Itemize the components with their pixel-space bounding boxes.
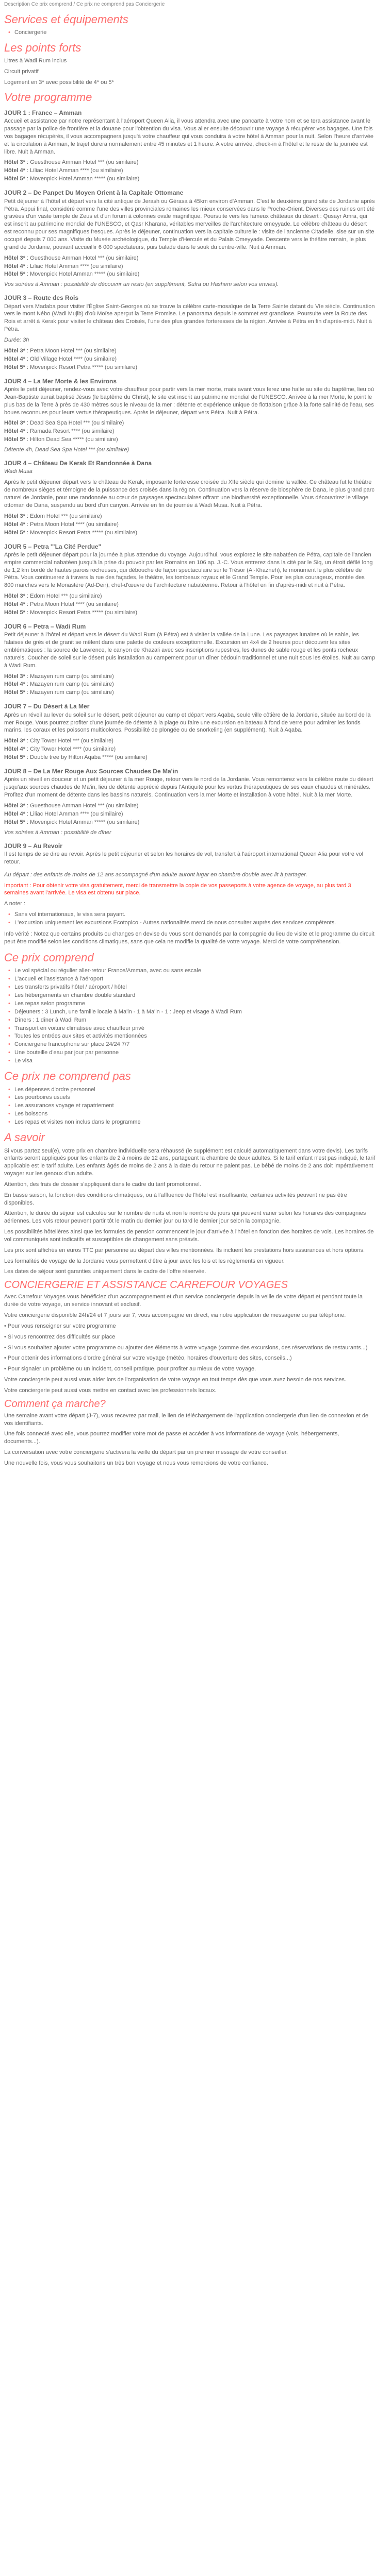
- hotel-line: Hôtel 4* : Ramada Resort **** (ou similaire): [4, 428, 115, 435]
- hotel-name: Movenpick Hotel Amman ***** (ou similaire): [30, 271, 140, 278]
- non-inclus-item: • Les boissons: [14, 1110, 376, 1118]
- hotel-line: Hôtel 5* : Movenpick Resort Petra ***** (ou similaire): [4, 364, 137, 370]
- hotel-name: Liliac Hotel Amman **** (ou similaire): [30, 810, 123, 817]
- note-arrive: Au départ : des enfants de moins de 12 ans accompagné d'un adulte auront lugar en chambre double avec lit à partager.: [4, 871, 307, 878]
- hotel-name: Dead Sea Spa Hotel *** (ou similaire): [30, 420, 124, 427]
- savoir-paragraph: Les prix sont affichés en euros TTC par personne au départ des villes mentionnées. Ils incluent les prestations hors assurances et hors options.: [4, 1247, 365, 1253]
- savoir-paragraph: Les possibilités hôtelières ainsi que les formules de pension commencent le jour d'arrivée à l'hôtel en fonction des horaires de vols. Les horaires de vol communiqués sont indicatifs et susceptibles de changement sans préavis.: [4, 1229, 374, 1243]
- inclus-item: • Conciergerie francophone sur place 24/24 7/7: [14, 1041, 376, 1049]
- inclus-item: • Les repas selon programme: [14, 1000, 376, 1008]
- page: [4, 0, 376, 1467]
- note-item: • Sans vol internationaux, le visa sera payant.: [14, 911, 376, 919]
- hotel-category: Hôtel 4*: [4, 601, 25, 608]
- hotel-name: Double tree by Hilton Aqaba ***** (ou similaire): [30, 754, 148, 761]
- hotel-name: Guesthouse Amman Hotel *** (ou similaire): [30, 159, 139, 166]
- hotel-name: Movenpick Hotel Amman ***** (ou similaire): [30, 819, 140, 825]
- concierge-title: CONCIERGERIE ET ASSISTANCE CARREFOUR VOYAGES: [4, 1279, 288, 1291]
- hotel-line: Hôtel 4* : Liliac Hotel Amman **** (ou similaire): [4, 167, 123, 174]
- day-title: JOUR 9 – Au Revoir: [4, 842, 62, 850]
- hotel-name: Movenpick Resort Petra ***** (ou similaire): [30, 364, 137, 370]
- programme-title: Votre programme: [4, 90, 92, 104]
- day-text: Départ vers Madaba pour visiter l'Église Saint-Georges où se trouve la célèbre carte-mosaïque de la Terre Sainte datant du VIe siècle. Continuation vers le mont Nébo (Wadi Mujib) d'où Moïse aperçut la Terre Promise. Le panorama depuis le sommet est grandiose. Poursuite vers la Route des Rois et arrêt à Kerak pour visiter le château des Croisés, l'une des plus grandes forteresses de la région. Arrivée à Pétra en fin d'après-midi. Nuit à Pétra.: [4, 303, 375, 333]
- day-text: Après le petit déjeuner, rendez-vous avec votre chauffeur pour partir vers la mer morte, mais avant vous ferez une halte au site du baptême, lieu où Jean-Baptiste aurait baptisé Jésus (le baptême du Christ), le site est inscrit au patrimoine mondial de l'UNESCO. Arrivée à la mer Morte, le point le plus bas de la Terre à près de 430 mètres sous le niveau de la mer : détente et expérience unique de flottaison grâce à la forte salinité de l'eau, ses boues reconnues pour leurs vertus thérapeutiques. Après le déjeuner, départ vers Pétra. Nuit à Pétra.: [4, 386, 374, 416]
- day-block: [4, 622, 376, 697]
- day-block: [4, 842, 376, 866]
- hotel-line: Hôtel 5* : Movenpick Resort Petra ***** (ou similaire): [4, 609, 137, 616]
- day-title: JOUR 5 – Petra '"La Cité Perdue": [4, 543, 102, 550]
- hotel-category: Hôtel 5*: [4, 609, 25, 616]
- hotel-line: Hôtel 5* : Mazayen rum camp (ou similaire): [4, 689, 114, 696]
- hotel-name: Movenpick Resort Petra ***** (ou similaire): [30, 529, 137, 536]
- day-block: [4, 294, 376, 371]
- day-title: JOUR 6 – Petra – Wadi Rum: [4, 622, 86, 630]
- comment-block: [4, 1412, 376, 1467]
- hotel-line: Hôtel 3* : City Tower Hotel *** (ou similaire): [4, 738, 113, 744]
- programme-days: [4, 109, 376, 866]
- hotel-category: Hôtel 3*: [4, 513, 25, 519]
- day-text: Il est temps de se dire au revoir. Après le petit déjeuner et selon les horaires de vol, transfert à l'aéroport international Queen Alia pour votre vol retour.: [4, 851, 364, 865]
- hotel-line: Hôtel 5* : Movenpick Hotel Amman ***** (ou similaire): [4, 819, 140, 825]
- non-inclus-list: [4, 1086, 376, 1127]
- concierge-paragraph: • Pour vous renseigner sur votre programme: [4, 1323, 116, 1329]
- hotel-line: Hôtel 3* : Edom Hotel *** (ou similaire): [4, 593, 102, 600]
- hotel-category: Hôtel 3*: [4, 255, 25, 261]
- notes-list: [4, 911, 376, 927]
- note-autre: A noter :: [4, 901, 25, 907]
- concierge-paragraph: • Pour signaler un problème ou un incident, conseil pratique, pour profiter au mieux de votre voyage.: [4, 1366, 256, 1372]
- hotel-category: Hôtel 4*: [4, 521, 25, 528]
- non-inclus-item: • Les dépenses d'ordre personnel: [14, 1086, 376, 1094]
- inclus-title: Ce prix comprend: [4, 951, 94, 964]
- inclus-item: • Une bouteille d'eau par jour par personne: [14, 1049, 376, 1057]
- hotel-category: Hôtel 3*: [4, 347, 25, 354]
- hotel-name: Liliac Hotel Amman **** (ou similaire): [30, 263, 123, 269]
- day-block: [4, 767, 376, 837]
- inclus-item: • L'accueil et l'assistance à l'aéroport: [14, 975, 376, 984]
- savoir-paragraph: Attention, le durée du séjour est calculée sur le nombre de nuits et non le nombre de jours qui peuvent varier selon les horaires des compagnies aériennes. Les vols retour peuvent partir tôt le matin du dernier jour ou tard le dernier jour selon la compagnie.: [4, 1210, 366, 1225]
- day-text: Après un réveil au lever du soleil sur le désert, petit déjeuner au camp et départ vers Aqaba, seule ville côtière de la Jordanie, située au bord de la mer Rouge. Vous pourrez profiter d'une journée de détente à la plage ou faire une excursion en bateau à fond de verre pour admirer les fonds marins, les coraux et les poissons multicolores. Possibilité de plongée ou de snorkeling (en supplément). Nuit à Aqaba.: [4, 711, 371, 734]
- hotel-line: Hôtel 4* : City Tower Hotel **** (ou similaire): [4, 746, 116, 753]
- hotel-name: Petra Moon Hotel *** (ou similaire): [30, 347, 117, 354]
- comment-paragraph: Une semaine avant votre départ (J-7), vous recevrez par mail, le lien de téléchargement de l'application conciergerie d'un lien de connexion et de vos identifiants.: [4, 1412, 369, 1427]
- hotel-line: Hôtel 3* : Guesthouse Amman Hotel *** (ou similaire): [4, 803, 139, 809]
- hotel-name: Petra Moon Hotel **** (ou similaire): [30, 521, 119, 528]
- hotel-name: Movenpick Resort Petra ***** (ou similaire): [30, 609, 137, 616]
- hotel-name: Ramada Resort **** (ou similaire): [30, 428, 115, 435]
- inclus-item: • Le vol spécial ou régulier aller-retour France/Amman, avec ou sans escale: [14, 967, 376, 975]
- hotel-category: Hôtel 4*: [4, 263, 25, 269]
- hotel-category: Hôtel 3*: [4, 673, 25, 680]
- hotel-category: Hôtel 3*: [4, 420, 25, 427]
- forts-line: Logement en 3* avec possibilité de 4* ou 5*: [4, 79, 114, 86]
- day-text: Petit déjeuner à l'hôtel et départ vers la cité antique de Jerash ou Gérasa à 45km environ d'Amman. C'est le deuxième grand site de Jordanie après Pétra. Appui final, considéré comme l'une des villes provinciales romaines les mieux conservées dans le Proche-Orient. Diverses des ruines ont été gravées d'un vaste temple de Zeus et d'un forum à colonnes ovale magnifique. Poursuite vers les fameux châteaux du désert : Qusayr Amra, qui est inscrit au patrimoine mondial de l'UNESCO, et Qasr Kharana, véritables merveilles de l'architecture omeyyade. Le célèbre château du désert est reconnu pour ses magnifiques fresques. Après le déjeuner, continuation vers la capitale culturelle : visite de l'ancienne Citadelle, sise sur un site occupé depuis 7 000 ans. Visite du Musée archéologique, du Temple d'Hercule et du Palais Omeyyade. Descente vers le théâtre romain, le plus grand de Jordanie, pouvant accueillir 6 000 spectateurs, puis balade dans le souk du centre-ville. Nuit à Amman.: [4, 198, 375, 250]
- day-note: Détente 4h, Dead Sea Spa Hotel *** (ou similaire): [4, 447, 129, 453]
- day-title: JOUR 3 – Route des Rois: [4, 294, 79, 302]
- concierge-paragraph: Avec Carrefour Voyages vous bénéficiez d'un accompagnement et d'un service conciergerie depuis la veille de votre départ et pendant toute la durée de votre voyage, un service innovant et exclusif.: [4, 1294, 363, 1308]
- day-note: Vos soirées à Amman : possibilité de découvrir un resto (en supplément, Sufra ou Hashem selon vos envies).: [4, 281, 279, 288]
- non-inclus-item: • Les repas et visites non inclus dans le programme: [14, 1118, 376, 1127]
- day-duration: Durée: 3h: [4, 337, 29, 343]
- day-title: JOUR 8 – De La Mer Rouge Aux Sources Chaudes De Ma'in: [4, 768, 178, 775]
- savoir-block: [4, 1147, 376, 1276]
- forts-title: Les points forts: [4, 41, 82, 54]
- inclus-item: • Déjeuners : 3 Lunch, une famille locale à Ma'in - 1 à Ma'in - 1 : Jeep et visage à Wadi Rum: [14, 1008, 376, 1016]
- hotel-line: Hôtel 4* : Petra Moon Hotel **** (ou similaire): [4, 601, 119, 608]
- hotel-category: Hôtel 5*: [4, 176, 25, 182]
- non-inclus-title: Ce prix ne comprend pas: [4, 1070, 131, 1083]
- hotel-name: Edom Hotel *** (ou similaire): [30, 513, 102, 519]
- day-block: [4, 543, 376, 617]
- day-block: [4, 189, 376, 289]
- hotel-line: Hôtel 3* : Guesthouse Amman Hotel *** (ou similaire): [4, 159, 139, 166]
- hotel-name: Edom Hotel *** (ou similaire): [30, 593, 102, 600]
- savoir-paragraph: Attention, des frais de dossier s'appliquent dans le cadre du tarif promotionnel.: [4, 1181, 201, 1188]
- hotel-line: Hôtel 4* : Old Village Hotel **** (ou similaire): [4, 355, 117, 362]
- hotel-line: Hôtel 4* : Petra Moon Hotel **** (ou similaire): [4, 521, 119, 528]
- day-text: Après le petit déjeuner départ pour la journée à plus attendue du voyage. Aujourd'hui, vous explorez le site nabatéen de Pétra, capitale de l'ancien empire commercial nabatéen jusqu'à la prise du pouvoir par les Romains en 106 ap. J.-C. Vous entrerez dans la cité par le Siq, un étroit défilé long de 1,2 km bordé de hautes parois rocheuses, qui débouche de façon spectaculaire sur le Trésor (Al-Khazneh), le monument le plus célèbre de Pétra. Vous continuerez à travers la rue des façades, le théâtre, les tombeaux royaux et le Grand Temple. Pour les plus courageux, montée des 800 marches vers le Monastère (Ad-Deir), chef-d'œuvre de l'architecture nabatéenne. Retour à l'hôtel en fin d'après-midi et nuit à Pétra.: [4, 551, 373, 589]
- page-meta: Description Ce prix comprend / Ce prix ne comprend pas Conciergerie: [4, 2, 165, 7]
- forts-line: Circuit privatif: [4, 68, 39, 75]
- hotel-category: Hôtel 3*: [4, 593, 25, 600]
- hotel-line: Hôtel 5* : Movenpick Hotel Amman ***** (ou similaire): [4, 271, 140, 278]
- note-item: • L'excursion uniquement les excursions Ecotopico - Autres nationalités merci de nous consulter auprès des services compétents.: [14, 919, 376, 927]
- hotel-line: Hôtel 3* : Dead Sea Spa Hotel *** (ou similaire): [4, 420, 124, 427]
- non-inclus-item: • Les pourboires usuels: [14, 1094, 376, 1102]
- hotel-line: Hôtel 3* : Edom Hotel *** (ou similaire): [4, 513, 102, 519]
- day-title: JOUR 7 – Du Désert à La Mer: [4, 703, 90, 710]
- comment-title: Comment ça marche?: [4, 1398, 106, 1410]
- hotel-category: Hôtel 3*: [4, 738, 25, 744]
- concierge-paragraph: • Pour obtenir des informations d'ordre général sur votre voyage (météo, horaires d'ouverture des sites, conseils...): [4, 1355, 292, 1362]
- hotel-line: Hôtel 4* : Mazayen rum camp (ou similaire): [4, 681, 114, 688]
- hotel-category: Hôtel 5*: [4, 689, 25, 696]
- day-block: [4, 702, 376, 762]
- inclus-list: [4, 967, 376, 1065]
- hotel-name: Liliac Hotel Amman **** (ou similaire): [30, 167, 123, 174]
- day-block: [4, 459, 376, 537]
- hotel-name: Mazayen rum camp (ou similaire): [30, 681, 114, 688]
- hotel-category: Hôtel 4*: [4, 167, 25, 174]
- hotel-name: Movenpick Hotel Amman ***** (ou similaire): [30, 176, 140, 182]
- non-inclus-item: • Les assurances voyage et rapatriement: [14, 1102, 376, 1110]
- hotel-line: Hôtel 3* : Guesthouse Amman Hotel *** (ou similaire): [4, 255, 139, 261]
- comment-paragraph: La conversation avec votre conciergerie s'activera la veille du départ par un premier message de votre conseiller.: [4, 1449, 288, 1456]
- hotel-name: City Tower Hotel *** (ou similaire): [30, 738, 113, 744]
- day-title: JOUR 1 : France – Amman: [4, 109, 82, 116]
- inclus-item: • Dîners : 1 dîner à Wadi Rum: [14, 1016, 376, 1025]
- hotel-category: Hôtel 5*: [4, 754, 25, 761]
- inclus-item: • Le visa: [14, 1057, 376, 1065]
- concierge-paragraph: • Si vous rencontrez des difficultés sur place: [4, 1333, 116, 1340]
- inclus-item: • Toutes les entrées aux sites et activités mentionnées: [14, 1032, 376, 1041]
- service-item: • Conciergerie: [14, 29, 376, 37]
- hotel-name: Hilton Dead Sea ***** (ou similaire): [30, 436, 118, 443]
- day-title: JOUR 4 – Château De Kerak Et Randonnée à Dana: [4, 460, 152, 467]
- hotel-name: Petra Moon Hotel **** (ou similaire): [30, 601, 119, 608]
- hotel-line: Hôtel 4* : Liliac Hotel Amman **** (ou similaire): [4, 810, 123, 817]
- services-title: Services et équipements: [4, 12, 128, 26]
- hotel-category: Hôtel 3*: [4, 159, 25, 166]
- hotel-category: Hôtel 5*: [4, 819, 25, 825]
- day-note: Vos soirées à Amman : possibilité de dîner: [4, 829, 111, 836]
- forts-line: Litres à Wadi Rum inclus: [4, 58, 67, 64]
- hotel-name: Mazayen rum camp (ou similaire): [30, 673, 114, 680]
- inclus-item: • Les transferts privatifs hôtel / aéroport / hôtel: [14, 984, 376, 992]
- concierge-paragraph: Votre conciergerie peut aussi vous aider lors de l'organisation de votre voyage en tout temps dès que vous avez besoin de nos services.: [4, 1377, 347, 1383]
- day-title: JOUR 4 – La Mer Morte & les Environs: [4, 377, 117, 385]
- hotel-category: Hôtel 4*: [4, 746, 25, 753]
- savoir-paragraph: Si vous partez seul(e), votre prix en chambre individuelle sera réhaussé (le supplément est calculé automatiquement dans votre devis). Les tarifs enfants seront appliqués pour les enfants de 2 à moins de 12 ans, partageant la chambre de deux adultes. Si le tarif enfant n'est pas indiqué, le tarif applicable est le tarif adulte. Les enfants âgés de moins de 2 ans à la date du retour ne paient pas. Le bébé de moins de 2 ans doit impérativement voyager sur les genoux d'un adulte.: [4, 1147, 376, 1177]
- hotel-name: Old Village Hotel **** (ou similaire): [30, 355, 117, 362]
- hotel-name: Mazayen rum camp (ou similaire): [30, 689, 114, 696]
- hotel-line: Hôtel 3* : Petra Moon Hotel *** (ou similaire): [4, 347, 117, 354]
- concierge-paragraph: Votre conciergerie peut aussi vous mettre en contact avec les professionnels locaux.: [4, 1387, 217, 1394]
- day-block: [4, 109, 376, 183]
- note-important: Important : Pour obtenir votre visa gratuitement, merci de transmettre la copie de vos passeports à votre agence de voyage, au plus tard 3 semaines avant l'arrivée. Le visa est obtenu sur place.: [4, 882, 351, 896]
- hotel-line: Hôtel 5* : Hilton Dead Sea ***** (ou similaire): [4, 436, 118, 443]
- hotel-category: Hôtel 4*: [4, 428, 25, 435]
- concierge-block: [4, 1293, 376, 1394]
- inclus-item: • Les hébergements en chambre double standard: [14, 992, 376, 1000]
- hotel-category: Hôtel 5*: [4, 529, 25, 536]
- savoir-title: A savoir: [4, 1131, 45, 1144]
- hotel-category: Hôtel 5*: [4, 271, 25, 278]
- day-text: Après le petit déjeuner départ vers le château de Kerak, imposante forteresse croisée du XIIe siècle qui domine la vallée. Ce château fut le théâtre de nombreux sièges et témoigne de la puissance des croisés dans la région. Continuation vers la réserve de biosphère de Dana, le plus grand parc naturel de Jordanie, pour une randonnée au cœur de paysages spectaculaires offrant une biodiversité exceptionnelle. Vous découvrirez le village ottoman de Dana, suspendu au bord d'un canyon. Arrivée en fin de journée à Wadi Musa. Nuit à Pétra.: [4, 479, 374, 509]
- concierge-paragraph: Votre conciergerie disponible 24h/24 et 7 jours sur 7, vous accompagne en direct, via notre application de messagerie ou par téléphone.: [4, 1312, 346, 1318]
- hotel-line: Hôtel 4* : Liliac Hotel Amman **** (ou similaire): [4, 263, 123, 269]
- hotel-line: Hôtel 5* : Movenpick Hotel Amman ***** (ou similaire): [4, 176, 140, 182]
- concierge-paragraph: • Si vous souhaitez ajouter votre programme ou ajouter des éléments à votre voyage (comme des excursions, des réservations de restaurants...): [4, 1344, 368, 1351]
- comment-paragraph: Une fois connecté avec elle, vous pourrez modifier votre mot de passe et accéder à vos informations de voyage (vols, hébergements, documents...).: [4, 1431, 339, 1445]
- hotel-name: Guesthouse Amman Hotel *** (ou similaire): [30, 255, 139, 261]
- hotel-line: Hôtel 5* : Movenpick Resort Petra ***** (ou similaire): [4, 529, 137, 536]
- hotel-category: Hôtel 4*: [4, 681, 25, 688]
- hotel-category: Hôtel 5*: [4, 436, 25, 443]
- day-title: JOUR 2 – De Panpet Du Moyen Orient à la Capitale Ottomane: [4, 189, 184, 197]
- hotel-category: Hôtel 5*: [4, 364, 25, 370]
- day-text: Petit déjeuner à l'hôtel et départ vers le désert du Wadi Rum (à Pétra) est à visiter la vallée de la Lune. Les paysages lunaires où le sable, les falaises de grès et de granit se mêlent dans une palette de couleurs exceptionnelle. Excursion en 4x4 de 2 heures pour découvrir les sites emblématiques : la source de Lawrence, le canyon de Khazali avec ses inscriptions rupestres, les dunes de sable rouge et les ponts rocheux naturels. Coucher de soleil sur le désert puis installation au campement pour un dîner bédouin traditionnel et une nuit sous les étoiles. Nuit au camp à Wadi Rum.: [4, 632, 376, 669]
- hotel-name: Guesthouse Amman Hotel *** (ou similaire): [30, 803, 139, 809]
- day-block: [4, 377, 376, 454]
- hotel-line: Hôtel 3* : Mazayen rum camp (ou similaire): [4, 673, 114, 680]
- services-list: [4, 29, 376, 37]
- inclus-item: • Transport en voiture climatisée avec chauffeur privé: [14, 1025, 376, 1033]
- hotel-name: City Tower Hotel **** (ou similaire): [30, 746, 116, 753]
- hotel-category: Hôtel 3*: [4, 803, 25, 809]
- savoir-paragraph: En basse saison, la fonction des conditions climatiques, ou à l'affluence de l'hôtel est insuffisante, certaines activités peuvent ne pas être disponibles.: [4, 1192, 347, 1206]
- savoir-paragraph: Les formalités de voyage de la Jordanie vous permettent d'être à jour avec les lois et les règlements en vigueur.: [4, 1258, 285, 1264]
- day-text: Après un réveil en douceur et un petit déjeuner à la mer Rouge, retour vers le nord de la Jordanie. Vous remonterez vers la célèbre route du désert jusqu'aux sources chaudes de Ma'in, lieu de détente apprécié depuis l'Antiquité pour les vertus thérapeutiques de ses eaux chaudes et minérales. Profitez d'un moment de détente dans les bassins naturels. Continuation vers la mer Morte et installation à votre hôtel. Nuit à la mer Morte.: [4, 776, 373, 799]
- note-info: Info vérité : Notez que certains produits ou changes en devise du vous sont demandés par la compagnie du lieu de visite et le programme du circuit peut être modifié selon les conditions climatiques, sans que cela ne modifie la qualité de votre voyage. Merci de votre compréhension.: [4, 930, 374, 945]
- savoir-paragraph: Les dates de séjour sont garanties uniquement dans le cadre de l'offre réservée.: [4, 1268, 206, 1275]
- hotel-line: Hôtel 5* : Double tree by Hilton Aqaba ***** (ou similaire): [4, 754, 148, 761]
- hotel-category: Hôtel 4*: [4, 355, 25, 362]
- notes-block: [4, 871, 376, 946]
- comment-paragraph: Une nouvelle fois, vous vous souhaitons un très bon voyage et nous vous remercions de votre confiance.: [4, 1460, 268, 1466]
- day-text: Accueil et assistance par notre représentant à l'aéroport Queen Alia, il vous attendra avec une pancarte à votre nom et se tera assistance avant le passage par la police de frontière et la douane pour l'obtention du visa. Vous aller ensuite découvrir une voyage à récupérer vos bagages. Une fois vos bagages récupérés, il vous accompagnera jusqu'à votre chauffeur qui vous conduira à votre hôtel à Amman pour la nuit. Selon l'heure d'arrivée et la circulation à Amman, le trajet durera normalement entre 45 minutes et 1 heure. A votre arrivée, check-in à l'hôtel et le reste de la journée est libre. Nuit à Amman.: [4, 118, 374, 155]
- day-subtitle: Wadi Musa: [4, 468, 32, 475]
- hotel-category: Hôtel 4*: [4, 810, 25, 817]
